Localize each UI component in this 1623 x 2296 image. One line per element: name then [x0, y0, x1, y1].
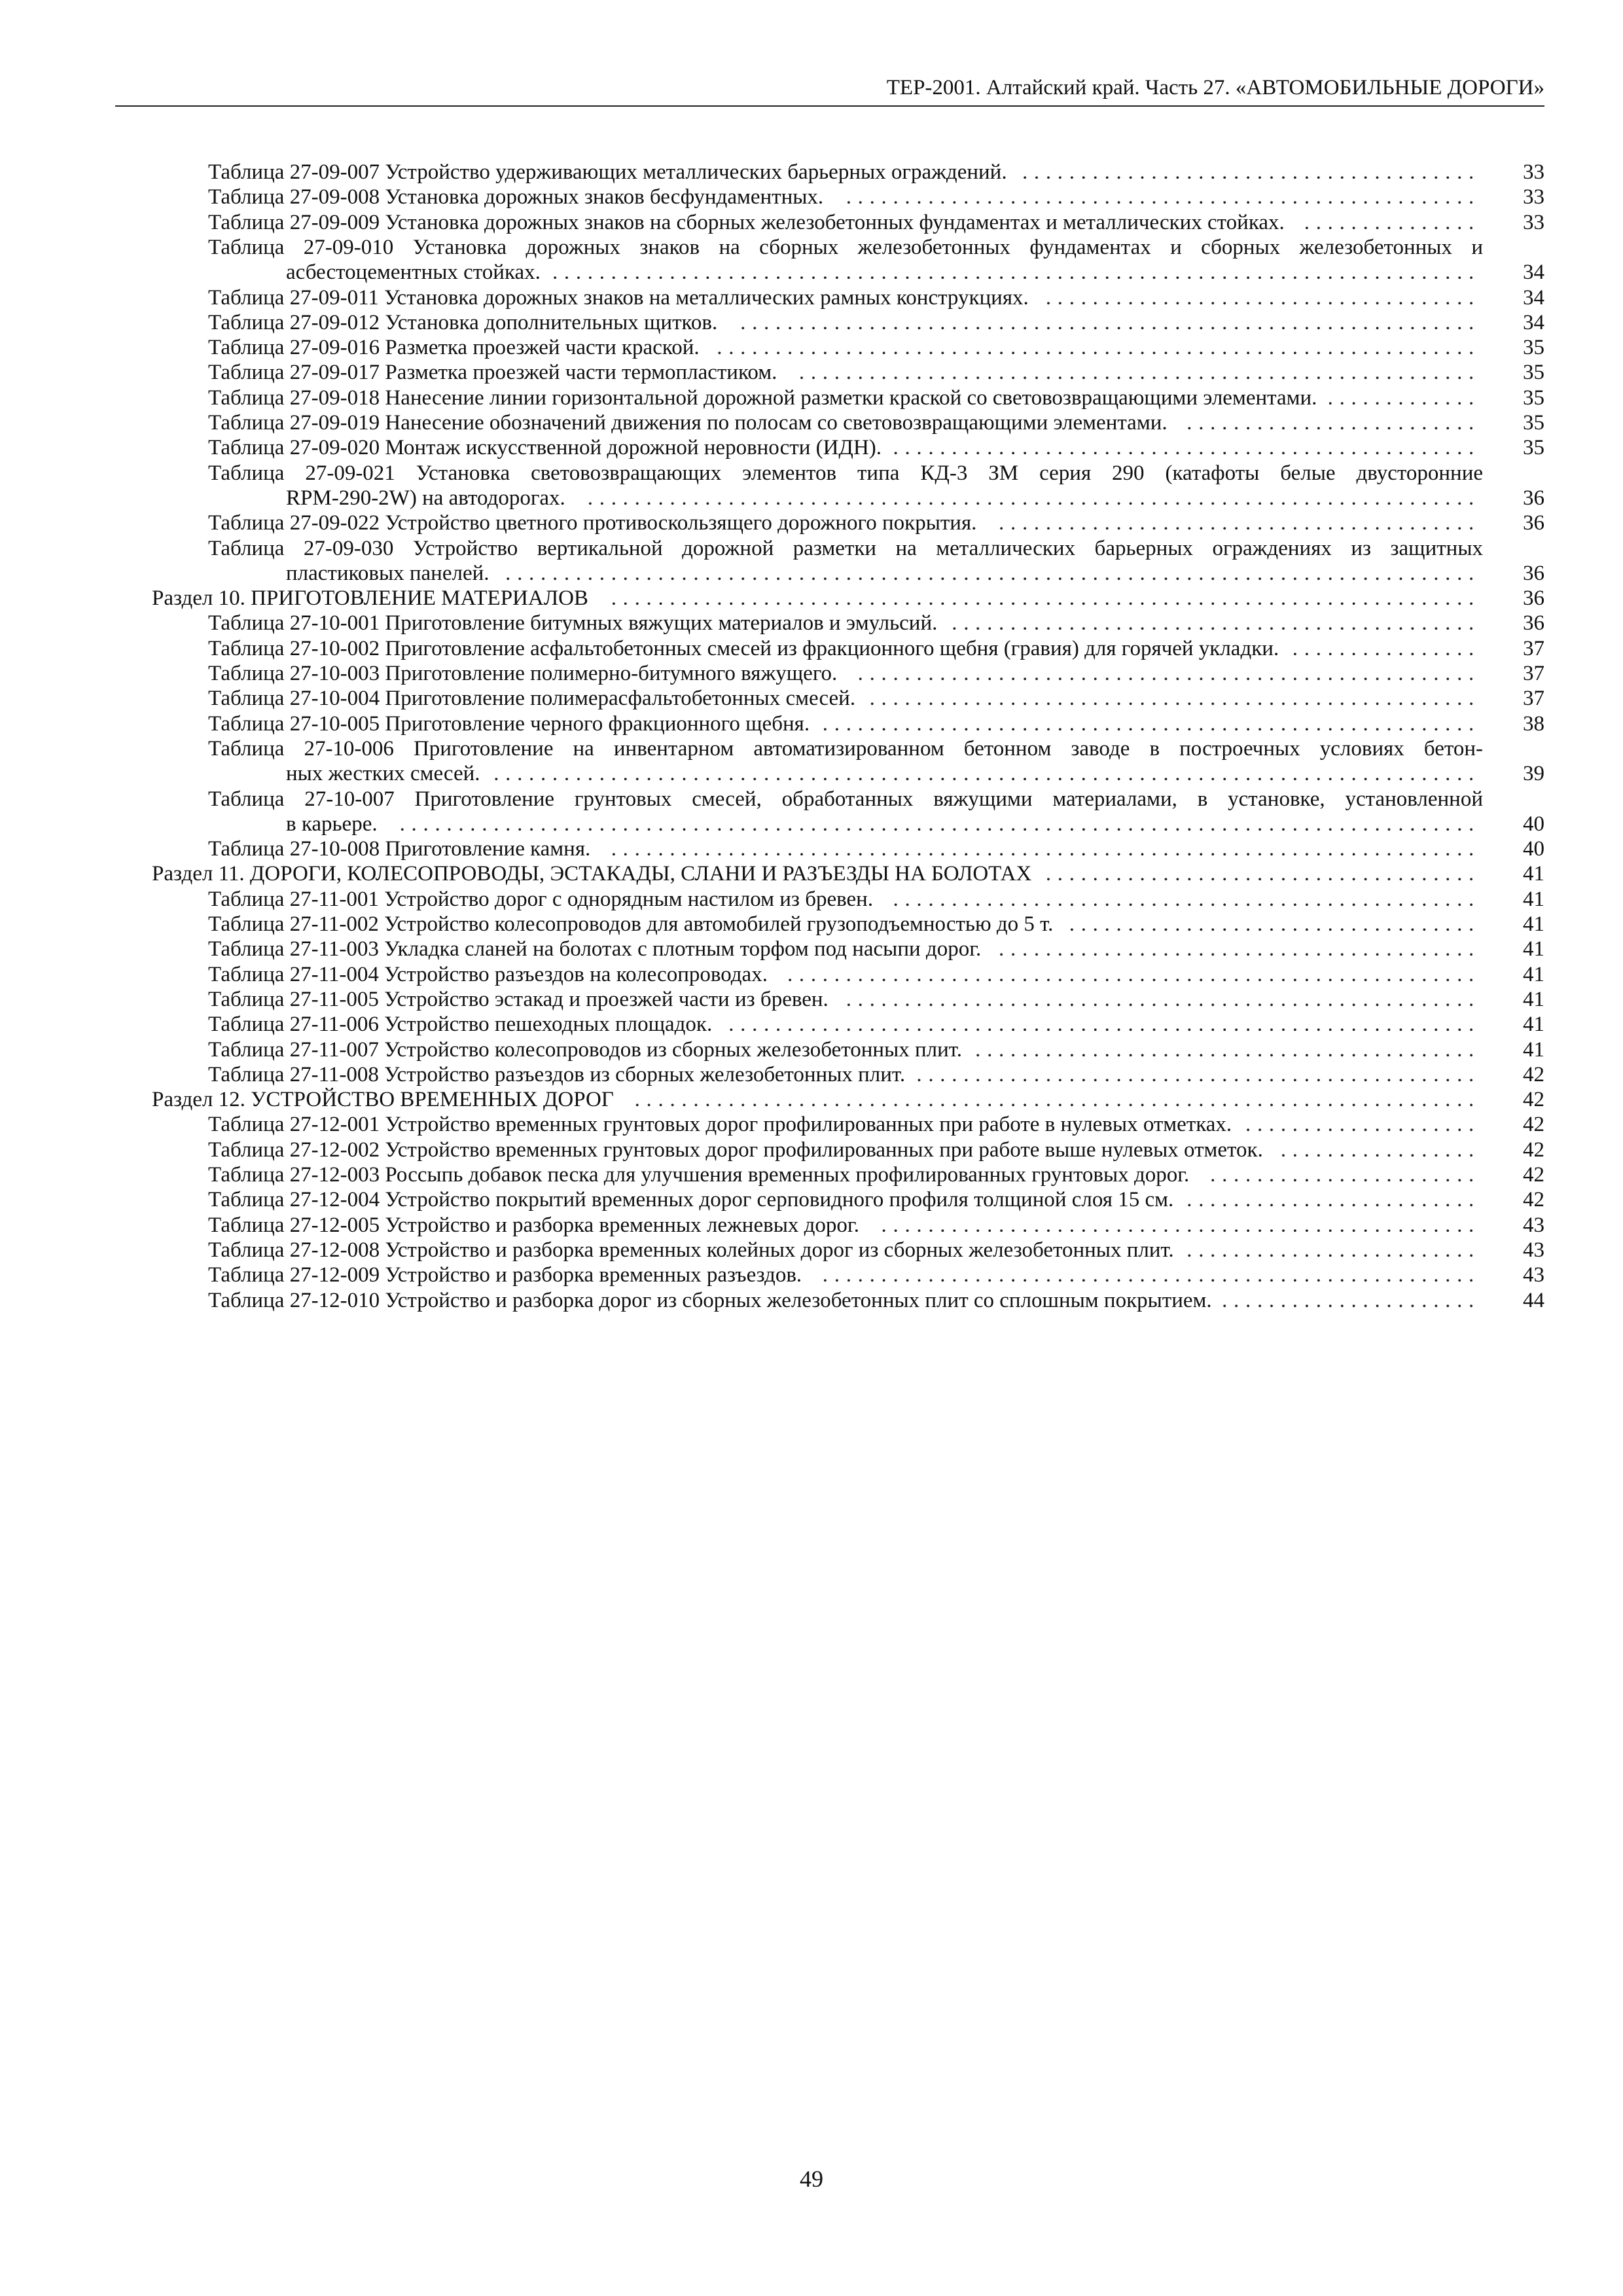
toc-table-entry[interactable]	[0, 235, 1623, 285]
toc-entry-text: Таблица 27-10-004 Приготовление полимерасфальтобетонных смесей.	[208, 687, 856, 711]
running-header: ТЕР-2001. Алтайский край. Часть 27. «АВТОМОБИЛЬНЫЕ ДОРОГИ»	[886, 76, 1544, 99]
toc-table-entry[interactable]	[0, 335, 1623, 360]
toc-section-entry[interactable]	[0, 861, 1623, 886]
toc-page-number: 42	[1523, 1163, 1544, 1187]
toc-page-number: 42	[1523, 1138, 1544, 1162]
toc-table-entry[interactable]	[0, 912, 1623, 937]
toc-table-entry[interactable]	[0, 836, 1623, 861]
toc-page-number: 41	[1523, 912, 1544, 936]
toc-table-entry[interactable]	[0, 1012, 1623, 1037]
toc-page-number: 41	[1523, 962, 1544, 986]
dot-leader: .............................................	[952, 611, 1480, 636]
toc-page-number: 35	[1523, 436, 1544, 460]
toc-entry-text: Таблица 27-10-008 Приготовление камня.	[208, 837, 591, 861]
toc-table-entry[interactable]	[0, 686, 1623, 711]
toc-entry-text: Таблица 27-12-003 Россыпь добавок песка для улучшения временных профилированных грунтовых дорог.	[208, 1163, 1190, 1187]
toc-page-number: 42	[1523, 1113, 1544, 1137]
toc-table-entry[interactable]	[0, 711, 1623, 736]
toc-page-number: 41	[1523, 862, 1544, 886]
toc-entry-text: Таблица 27-09-020 Монтаж искусственной дорожной неровности (ИДН).	[208, 436, 882, 460]
toc-table-entry[interactable]	[0, 1162, 1623, 1187]
dot-leader: ......................	[1222, 1288, 1480, 1312]
toc-page-number: 36	[1523, 611, 1544, 636]
dot-leader: .............	[1327, 386, 1480, 410]
toc-table-entry[interactable]	[0, 987, 1623, 1012]
toc-entry-text: Таблица 27-09-019 Нанесение обозначений движения по полосам со световозвращающими элементами.	[208, 411, 1168, 435]
toc-page-number: 36	[1523, 486, 1544, 510]
toc-page-number: 41	[1523, 1013, 1544, 1037]
dot-leader: ...............................................................	[740, 310, 1480, 334]
toc-entry-text: Таблица 27-11-008 Устройство разъездов из сборных железобетонных плит.	[208, 1062, 906, 1086]
toc-page-number: 34	[1523, 260, 1544, 285]
dot-leader: ....................................................................................	[493, 762, 1480, 786]
dot-leader: ................................................................	[728, 1013, 1480, 1037]
toc-table-entry[interactable]	[0, 360, 1623, 385]
toc-entry-text: Таблица 27-09-012 Установка дополнительных щитков.	[208, 310, 718, 334]
toc-table-entry[interactable]	[0, 435, 1623, 460]
dot-leader: ...............................................................................	[552, 260, 1480, 285]
dot-leader: ..................................................	[893, 436, 1480, 460]
toc-page-number: 35	[1523, 386, 1544, 410]
toc-table-entry[interactable]	[0, 1263, 1623, 1287]
toc-table-entry[interactable]	[0, 962, 1623, 987]
toc-table-entry[interactable]	[0, 210, 1623, 235]
toc-page-number: 36	[1523, 511, 1544, 535]
dot-leader: .................	[1280, 1138, 1480, 1162]
toc-page-number: 42	[1523, 1088, 1544, 1112]
toc-entry-text: Таблица 27-09-011 Установка дорожных знаков на металлических рамных конструкциях.	[208, 285, 1029, 310]
toc-table-entry[interactable]	[0, 1112, 1623, 1137]
dot-leader: ...........................................	[975, 1037, 1480, 1062]
toc-table-entry[interactable]	[0, 536, 1623, 586]
toc-page-number: 35	[1523, 361, 1544, 385]
dot-leader: ...................................................................................	[505, 561, 1480, 585]
toc-page-number: 43	[1523, 1263, 1544, 1287]
toc-entry-text: Таблица 27-09-008 Установка дорожных знаков бесфундаментных.	[208, 185, 824, 209]
toc-page-number: 34	[1523, 310, 1544, 334]
toc-entry-text: Таблица 27-09-017 Разметка проезжей части термопластиком.	[208, 361, 777, 385]
dot-leader: .........................................	[999, 511, 1480, 535]
toc-entry-text: Таблица 27-12-008 Устройство и разборка временных колейных дорог из сборных железобетонных плит.	[208, 1238, 1174, 1262]
dot-leader: .................................................................	[717, 336, 1480, 360]
dot-leader: ........................................................	[822, 1263, 1480, 1287]
dot-leader: ........................................................	[822, 711, 1480, 736]
toc-page-number: 33	[1523, 185, 1544, 209]
toc-entry-text: Таблица 27-10-001 Приготовление битумных вяжущих материалов и эмульсий.	[208, 611, 938, 636]
toc-entry-text: RPM-290-2W) на автодорогах.	[286, 486, 565, 510]
dot-leader: ................................................	[916, 1062, 1480, 1086]
toc-table-entry[interactable]	[0, 787, 1623, 837]
toc-entry-text: Таблица 27-10-003 Приготовление полимерно-битумного вяжущего.	[208, 662, 838, 685]
toc-entry-text: Таблица 27-11-001 Устройство дорог с однорядным настилом из бревен.	[208, 887, 874, 911]
dot-leader: ..........................................................................	[611, 837, 1480, 861]
dot-leader: ...................................................	[881, 1213, 1480, 1237]
toc-table-entry[interactable]	[0, 887, 1623, 912]
toc-page-number: 35	[1523, 411, 1544, 435]
toc-entry-text: Таблица 27-11-007 Устройство колесопроводов из сборных железобетонных плит.	[208, 1037, 962, 1062]
toc-table-entry[interactable]	[0, 1037, 1623, 1062]
toc-entry-text: Раздел 11. ДОРОГИ, КОЛЕСОПРОВОДЫ, ЭСТАКАДЫ, СЛАНИ И РАЗЪЕЗДЫ НА БОЛОТАХ	[152, 862, 1032, 886]
toc-section-entry[interactable]	[0, 1087, 1623, 1112]
toc-entry-text: Таблица 27-11-005 Устройство эстакад и проезжей части из бревен.	[208, 987, 829, 1011]
toc-page-number: 42	[1523, 1062, 1544, 1086]
toc-entry-text: Таблица 27-12-009 Устройство и разборка временных разъездов.	[208, 1263, 802, 1287]
toc-table-entry[interactable]	[0, 511, 1623, 535]
toc-entry-text: Таблица 27-09-016 Разметка проезжей части краской.	[208, 336, 700, 360]
dot-leader: ............................................................................	[587, 486, 1480, 510]
toc-page-number: 40	[1523, 812, 1544, 836]
toc-table-entry[interactable]	[0, 310, 1623, 335]
dot-leader: ....................	[1245, 1113, 1480, 1137]
dot-leader: ...............	[1304, 210, 1480, 234]
toc-table-entry[interactable]	[0, 160, 1623, 185]
toc-entry-text: Таблица 27-09-021 Установка световозвращающих элементов типа КД-3 ЗМ серия 290 (катафоты белые двусторонние	[208, 461, 1483, 485]
toc-table-entry[interactable]	[0, 285, 1623, 310]
toc-page-number: 37	[1523, 636, 1544, 660]
dot-leader: .........................	[1186, 411, 1480, 435]
dot-leader: ...........................................................	[787, 962, 1480, 986]
toc-entry-text: Таблица 27-12-010 Устройство и разборка дорог из сборных железобетонных плит со сплошным покрытием.	[208, 1288, 1212, 1312]
toc-page-number: 41	[1523, 937, 1544, 961]
toc-table-entry[interactable]	[0, 736, 1623, 787]
toc-table-entry[interactable]	[0, 1062, 1623, 1087]
toc-entry-text: Таблица 27-12-001 Устройство временных грунтовых дорог профилированных при работе в нулевых отметках.	[208, 1113, 1232, 1137]
toc-table-entry[interactable]	[0, 1138, 1623, 1162]
toc-page-number: 43	[1523, 1238, 1544, 1262]
toc-table-entry[interactable]	[0, 636, 1623, 661]
toc-page-number: 43	[1523, 1213, 1544, 1237]
toc-page-number: 33	[1523, 210, 1544, 234]
toc-entry-text: Таблица 27-11-006 Устройство пешеходных площадок.	[208, 1013, 713, 1037]
toc-page-number: 39	[1523, 762, 1544, 786]
toc-page-number: 34	[1523, 285, 1544, 310]
toc-entry-text: пластиковых панелей.	[286, 561, 490, 585]
dot-leader: .....................................	[1045, 285, 1480, 310]
toc-page-number: 41	[1523, 1037, 1544, 1062]
toc-entry-text: Таблица 27-09-018 Нанесение линии горизонтальной дорожной разметки краской со световозвращающими элементами.	[208, 386, 1317, 410]
toc-table-entry[interactable]	[0, 1187, 1623, 1212]
dot-leader: .........................................	[999, 937, 1480, 961]
dot-leader: ..........................................................................	[611, 586, 1480, 611]
toc-table-entry[interactable]	[0, 611, 1623, 636]
dot-leader: .......................	[1210, 1163, 1480, 1187]
toc-page-number: 37	[1523, 687, 1544, 711]
dot-leader: ......................................................	[846, 987, 1480, 1011]
toc-page-number: 37	[1523, 662, 1544, 685]
toc-table-entry[interactable]	[0, 661, 1623, 686]
toc-entry-text: Таблица 27-10-007 Приготовление грунтовых смесей, обработанных вяжущими материалами, в установке, установленной	[208, 787, 1483, 811]
toc-page-number: 41	[1523, 987, 1544, 1011]
toc-table-entry[interactable]	[0, 1213, 1623, 1238]
toc-entry-text: Таблица 27-12-005 Устройство и разборка временных лежневых дорог.	[208, 1213, 859, 1237]
toc-entry-text: Таблица 27-10-006 Приготовление на инвентарном автоматизированном бетонном заводе в построечных условиях бетон-	[208, 736, 1483, 761]
toc-page-number: 40	[1523, 837, 1544, 861]
toc-entry-text: Таблица 27-09-009 Установка дорожных знаков на сборных железобетонных фундаментах и металлических стойках.	[208, 210, 1285, 234]
dot-leader: ......................................................	[846, 185, 1480, 209]
toc-entry-text: Таблица 27-09-007 Устройство удерживающих металлических барьерных ограждений.	[208, 160, 1007, 184]
dot-leader: ..........................................................	[798, 361, 1480, 385]
toc-table-entry[interactable]	[0, 937, 1623, 961]
toc-page-number: 44	[1523, 1288, 1544, 1312]
header-rule	[115, 105, 1544, 107]
dot-leader: ....................................................	[869, 687, 1480, 711]
toc-entry-text: Таблица 27-10-005 Приготовление черного фракционного щебня.	[208, 711, 810, 736]
toc-entry-text: Таблица 27-11-004 Устройство разъездов на колесопроводах.	[208, 962, 768, 986]
toc-section-entry[interactable]	[0, 586, 1623, 611]
toc-table-entry[interactable]	[0, 410, 1623, 435]
toc-table-entry[interactable]	[0, 1288, 1623, 1313]
toc-entry-text: асбестоцементных стойках.	[286, 260, 541, 285]
toc-table-entry[interactable]	[0, 461, 1623, 511]
toc-page-number: 42	[1523, 1188, 1544, 1212]
toc-page-number: 36	[1523, 561, 1544, 585]
dot-leader: ........................................................................	[634, 1088, 1480, 1112]
dot-leader: .........................	[1186, 1188, 1480, 1212]
toc-entry-text: Таблица 27-10-002 Приготовление асфальтобетонных смесей из фракционного щебня (гравия) для горячей укладки.	[208, 636, 1279, 660]
page-number: 49	[800, 2166, 823, 2192]
dot-leader: .........................	[1186, 1238, 1480, 1262]
toc-entry-text: ных жестких смесей.	[286, 762, 480, 786]
toc-page-number: 41	[1523, 887, 1544, 911]
toc-entry-text: Таблица 27-09-022 Устройство цветного противоскользящего дорожного покрытия.	[208, 511, 977, 535]
toc-table-entry[interactable]	[0, 185, 1623, 209]
dot-leader: ............................................................................................	[399, 812, 1480, 836]
toc-table-entry[interactable]	[0, 386, 1623, 410]
toc-entry-text: Таблица 27-11-003 Укладка сланей на болотах с плотным торфом под насыпи дорог.	[208, 937, 982, 961]
toc-entry-text: Таблица 27-09-010 Установка дорожных знаков на сборных железобетонных фундаментах и сборных железобетонных и	[208, 235, 1483, 259]
toc-entry-text: Таблица 27-09-030 Устройство вертикальной дорожной разметки на металлических барьерных ограждениях из защитных	[208, 536, 1483, 560]
toc-entry-text: Таблица 27-12-002 Устройство временных грунтовых дорог профилированных при работе выше нулевых отметок.	[208, 1138, 1263, 1162]
dot-leader: ................	[1292, 636, 1480, 660]
dot-leader: .....................................................	[857, 662, 1480, 685]
toc-page-number: 35	[1523, 336, 1544, 360]
toc-page-number: 33	[1523, 160, 1544, 184]
toc-entry-text: Таблица 27-12-004 Устройство покрытий временных дорог серповидного профиля толщиной слоя 15 см.	[208, 1188, 1174, 1212]
toc-page-number: 36	[1523, 586, 1544, 611]
toc-entry-text: Раздел 10. ПРИГОТОВЛЕНИЕ МАТЕРИАЛОВ	[152, 586, 588, 611]
toc-entry-text: в карьере.	[286, 812, 378, 836]
toc-entry-text: Таблица 27-11-002 Устройство колесопроводов для автомобилей грузоподъемностью до 5 т.	[208, 912, 1054, 936]
dot-leader: .......................................	[1022, 160, 1480, 184]
toc-page-number: 38	[1523, 711, 1544, 736]
dot-leader: ...................................	[1069, 912, 1480, 936]
dot-leader: ..................................................	[893, 887, 1480, 911]
toc-entry-text: Раздел 12. УСТРОЙСТВО ВРЕМЕННЫХ ДОРОГ	[152, 1088, 614, 1112]
dot-leader: .....................................	[1045, 862, 1480, 886]
toc-table-entry[interactable]	[0, 1238, 1623, 1263]
